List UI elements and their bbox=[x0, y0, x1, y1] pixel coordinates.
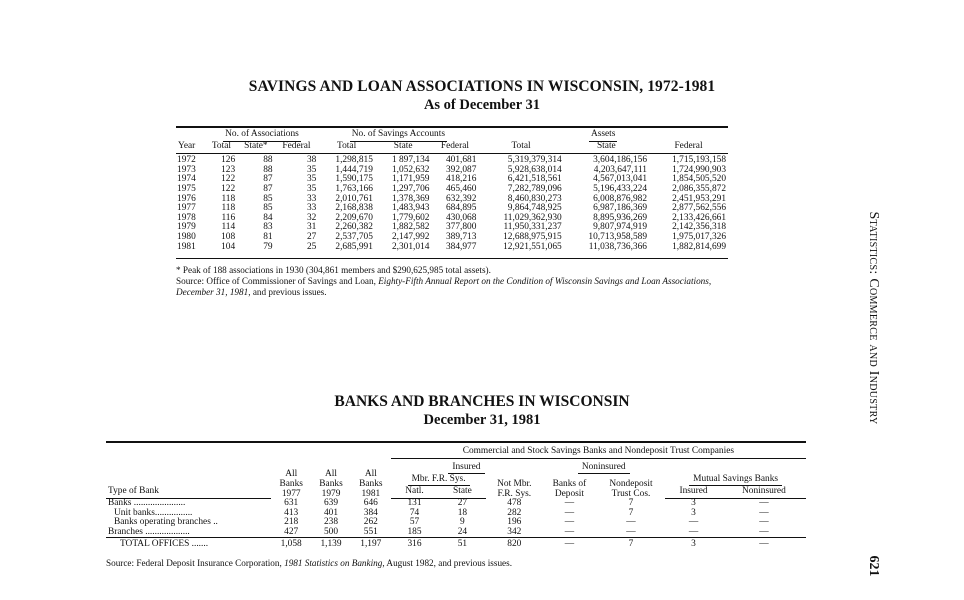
value-cell: 74 bbox=[409, 507, 420, 518]
value-cell: 551 bbox=[363, 526, 378, 537]
group-accounts: No. of Savings Accounts bbox=[350, 130, 447, 142]
value-cell: 9 bbox=[460, 517, 465, 528]
value-cell: 11,029,362,930 bbox=[503, 212, 562, 223]
value-cell: 2,010,761 bbox=[335, 193, 373, 204]
value-cell: 118 bbox=[221, 203, 236, 214]
value-cell: 384 bbox=[363, 507, 378, 518]
year-cell: 1981 bbox=[177, 241, 196, 252]
value-cell: 123 bbox=[221, 164, 236, 175]
banks-source-prefix: Source: Federal Deposit Insurance Corporation, bbox=[106, 558, 285, 568]
col-natl: Natl. bbox=[391, 486, 439, 499]
value-cell: 114 bbox=[221, 222, 236, 233]
year-cell: 1972 bbox=[177, 155, 196, 166]
value-cell: 2,086,355,872 bbox=[672, 183, 726, 194]
value-cell: 2,260,382 bbox=[335, 222, 373, 233]
value-cell: — bbox=[564, 526, 575, 537]
value-cell: 88 bbox=[263, 155, 273, 166]
sl-col-header: Total bbox=[206, 142, 238, 154]
value-cell: 10,713,958,589 bbox=[588, 231, 647, 242]
value-cell: 35 bbox=[306, 164, 317, 175]
value-cell: — bbox=[564, 507, 575, 518]
value-cell: 4,203,647,111 bbox=[593, 164, 647, 175]
value-cell: 33 bbox=[306, 203, 317, 214]
value-cell: 104 bbox=[221, 241, 236, 252]
value-cell: 84 bbox=[263, 212, 273, 223]
value-cell: 1,052,632 bbox=[391, 164, 430, 175]
value-cell: 377,800 bbox=[445, 222, 477, 233]
year-cell: 1973 bbox=[177, 164, 196, 175]
savings-loan-table bbox=[176, 130, 728, 252]
year-cell: 1977 bbox=[177, 203, 196, 214]
value-cell: 1,197 bbox=[351, 538, 391, 550]
sl-col-header: Federal bbox=[431, 142, 478, 154]
year-cell: 1979 bbox=[177, 222, 196, 233]
value-cell: 11,950,331,237 bbox=[503, 222, 562, 233]
value-cell: 2,685,991 bbox=[335, 241, 373, 252]
table-top-rule bbox=[176, 126, 728, 128]
source-title: Eighty-Fifth Annual Report on the Condition of Wisconsin Savings and Loan Associations, December 31, 1981 bbox=[176, 276, 712, 297]
value-cell: 4,567,013,041 bbox=[593, 174, 647, 185]
savings-loan-subtitle: As of December 31 bbox=[423, 97, 541, 113]
value-cell: 118 bbox=[221, 193, 236, 204]
sl-col-header: State bbox=[375, 142, 432, 154]
value-cell: 126 bbox=[221, 155, 236, 166]
value-cell: 1,058 bbox=[271, 538, 311, 550]
sl-col-header: State bbox=[564, 142, 649, 154]
value-cell: 1,298,815 bbox=[335, 155, 373, 166]
value-cell: 2,209,670 bbox=[335, 212, 373, 223]
value-cell: 8,460,830,273 bbox=[507, 193, 562, 204]
value-cell: 9,807,974,919 bbox=[593, 222, 647, 233]
banks-table bbox=[106, 446, 806, 550]
row-label: Banks operating branches .. bbox=[114, 517, 218, 528]
value-cell: 5,196,433,224 bbox=[593, 183, 647, 194]
value-cell: 1 897,134 bbox=[391, 155, 430, 166]
value-cell: 1,724,990,903 bbox=[672, 164, 726, 175]
sl-col-header: Federal bbox=[649, 142, 728, 154]
col-nondeposit: Nondeposit Trust Cos. bbox=[609, 478, 653, 499]
value-cell: 684,895 bbox=[445, 203, 477, 214]
value-cell: 6,008,876,982 bbox=[593, 193, 647, 204]
value-cell: 31 bbox=[306, 222, 317, 233]
value-cell: 401 bbox=[323, 507, 339, 518]
value-cell: 27 bbox=[306, 231, 317, 242]
value-cell: 6,421,518,561 bbox=[507, 174, 562, 185]
value-cell: 18 bbox=[457, 507, 468, 518]
year-cell: 1980 bbox=[177, 231, 196, 242]
value-cell: 1,854,505,520 bbox=[672, 174, 726, 185]
value-cell: 2,537,705 bbox=[335, 231, 373, 242]
running-head-text: Statistics: Commerce and Industry bbox=[866, 211, 881, 425]
table-row bbox=[176, 154, 728, 166]
banks-subtitle: December 31, 1981 bbox=[423, 412, 541, 428]
total-row bbox=[106, 538, 806, 550]
value-cell: 2,147,992 bbox=[391, 231, 430, 242]
col-mutual-noninsured: Noninsured bbox=[722, 486, 806, 499]
value-cell: — bbox=[759, 498, 769, 508]
value-cell: 646 bbox=[363, 497, 378, 508]
table-row bbox=[106, 528, 806, 538]
sl-col-header: Total bbox=[318, 142, 375, 154]
value-cell: 185 bbox=[407, 526, 422, 537]
value-cell: 25 bbox=[306, 241, 317, 252]
value-cell: 12,921,551,065 bbox=[503, 241, 562, 252]
value-cell: 218 bbox=[284, 517, 299, 528]
value-cell: 3 bbox=[691, 498, 696, 508]
value-cell: 87 bbox=[263, 183, 273, 194]
value-cell: 7 bbox=[628, 497, 634, 508]
value-cell: 430,068 bbox=[445, 212, 477, 223]
value-cell: — bbox=[722, 538, 806, 550]
row-label: TOTAL OFFICES ....... bbox=[106, 538, 271, 550]
value-cell: 384,977 bbox=[445, 241, 477, 252]
value-cell: 238 bbox=[323, 517, 339, 528]
value-cell: 1,590,175 bbox=[335, 174, 373, 185]
value-cell: 1,297,706 bbox=[391, 183, 430, 194]
col-banks-of-deposit: Banks of Deposit bbox=[552, 478, 587, 499]
col-type-of-bank: Type of Bank bbox=[106, 486, 271, 499]
value-cell: 2,133,426,661 bbox=[672, 212, 726, 223]
value-cell: — bbox=[759, 507, 769, 518]
value-cell: 2,142,356,318 bbox=[672, 222, 726, 233]
value-cell: 6,987,186,369 bbox=[593, 203, 647, 214]
value-cell: 116 bbox=[221, 212, 236, 223]
value-cell: 7,282,789,096 bbox=[507, 183, 562, 194]
value-cell: 5,928,638,014 bbox=[507, 164, 562, 175]
value-cell: 1,975,017,326 bbox=[672, 231, 726, 242]
value-cell: 88 bbox=[263, 164, 273, 175]
value-cell: 122 bbox=[221, 183, 236, 194]
value-cell: 3,604,186,156 bbox=[593, 155, 647, 166]
group-associations: No. of Associations bbox=[223, 130, 301, 142]
year-cell: 1978 bbox=[177, 212, 196, 223]
value-cell: 1,378,369 bbox=[391, 193, 430, 204]
value-cell: 401,681 bbox=[445, 155, 477, 166]
value-cell: 7 bbox=[628, 507, 634, 518]
banks-source-title: 1981 Statistics on Banking bbox=[284, 558, 383, 568]
value-cell: 27 bbox=[457, 498, 468, 508]
value-cell: 1,882,582 bbox=[391, 222, 430, 233]
banks-source-suffix: , August 1982, and previous issues. bbox=[382, 558, 512, 568]
value-cell: 3 bbox=[665, 538, 722, 550]
value-cell: 2,451,953,291 bbox=[672, 193, 726, 204]
source-prefix: Source: Office of Commissioner of Savings and Loan, bbox=[176, 276, 379, 286]
value-cell: 2,168,838 bbox=[335, 203, 373, 214]
table-row bbox=[176, 243, 728, 253]
savings-loan-title: SAVINGS AND LOAN ASSOCIATIONS IN WISCONSIN, 1972-1981 bbox=[248, 78, 716, 95]
value-cell: 639 bbox=[323, 497, 339, 508]
footnote: * Peak of 188 associations in 1930 (304,861 members and $290,625,985 total assets). bbox=[176, 265, 491, 275]
value-cell: — bbox=[688, 517, 699, 528]
value-cell: 11,038,736,366 bbox=[588, 241, 647, 252]
mutual-header: Mutual Savings Banks bbox=[689, 474, 782, 486]
col-not-mbr: Not Mbr. F.R. Sys. bbox=[497, 478, 532, 499]
value-cell: 122 bbox=[221, 174, 236, 185]
table-row bbox=[106, 518, 806, 528]
source-suffix: , and previous issues. bbox=[248, 286, 327, 297]
value-cell: 2,877,562,556 bbox=[672, 203, 726, 214]
value-cell: 1,139 bbox=[311, 538, 351, 550]
value-cell: 196 bbox=[507, 517, 522, 528]
value-cell: 81 bbox=[263, 231, 273, 242]
insured-header: Insured bbox=[448, 462, 484, 474]
value-cell: — bbox=[759, 517, 769, 528]
sl-col-header: Federal bbox=[275, 142, 319, 154]
value-cell: 316 bbox=[391, 538, 439, 550]
value-cell: 1,882,814,699 bbox=[672, 241, 726, 252]
value-cell: 820 bbox=[486, 538, 542, 550]
value-cell: 1,444,719 bbox=[335, 164, 373, 175]
banks-title: BANKS AND BRANCHES IN WISCONSIN bbox=[334, 393, 630, 410]
year-cell: 1975 bbox=[177, 183, 196, 194]
col-mutual-insured: Insured bbox=[665, 486, 722, 499]
sl-col-header: State* bbox=[237, 142, 274, 154]
value-cell: 392,087 bbox=[445, 164, 477, 175]
value-cell: 282 bbox=[507, 507, 522, 518]
value-cell: 85 bbox=[263, 193, 273, 204]
value-cell: 1,715,193,158 bbox=[672, 155, 726, 166]
value-cell: 32 bbox=[306, 212, 317, 223]
value-cell: 85 bbox=[263, 203, 273, 214]
value-cell: 131 bbox=[407, 498, 422, 508]
group-assets: Assets bbox=[589, 130, 617, 142]
banks-top-rule bbox=[106, 441, 806, 443]
row-label: Unit banks................ bbox=[114, 507, 193, 518]
col-all-1979: All Banks 1979 bbox=[319, 468, 343, 499]
row-label: Banks ...................... bbox=[108, 498, 186, 508]
value-cell: 87 bbox=[263, 174, 273, 185]
table-row bbox=[106, 499, 806, 509]
commercial-group-header: Commercial and Stock Savings Banks and Nondeposit Trust Companies bbox=[391, 446, 806, 459]
value-cell: — bbox=[542, 538, 597, 550]
value-cell: 1,171,959 bbox=[391, 174, 430, 185]
noninsured-header: Noninsured bbox=[578, 462, 630, 474]
mbr-fr-header: Mbr. F.R. Sys. bbox=[408, 474, 470, 486]
source-note bbox=[176, 276, 731, 297]
value-cell: 79 bbox=[263, 241, 273, 252]
sl-col-header: Year bbox=[176, 142, 206, 154]
value-cell: 9,864,748,925 bbox=[507, 203, 562, 214]
value-cell: 1,763,166 bbox=[335, 183, 373, 194]
value-cell: 24 bbox=[457, 526, 468, 537]
value-cell: 8,895,936,269 bbox=[593, 212, 647, 223]
value-cell: 57 bbox=[409, 517, 420, 528]
value-cell: — bbox=[626, 517, 636, 528]
row-label: Branches ................... bbox=[108, 526, 190, 537]
value-cell: — bbox=[564, 497, 575, 508]
value-cell: 12,688,975,915 bbox=[503, 231, 562, 242]
value-cell: 33 bbox=[306, 193, 317, 204]
value-cell: 5,319,379,314 bbox=[507, 155, 562, 166]
value-cell: 389,713 bbox=[445, 231, 477, 242]
value-cell: 632,392 bbox=[445, 193, 477, 204]
value-cell: 500 bbox=[323, 526, 339, 537]
value-cell: 631 bbox=[284, 497, 299, 508]
value-cell: 2,301,014 bbox=[391, 241, 430, 252]
value-cell: — bbox=[564, 517, 575, 528]
value-cell: 35 bbox=[306, 183, 317, 194]
value-cell: 51 bbox=[438, 538, 486, 550]
value-cell: 1,779,602 bbox=[391, 212, 430, 223]
table-bottom-rule bbox=[176, 258, 728, 259]
value-cell: 35 bbox=[306, 174, 317, 185]
value-cell: 1,483,943 bbox=[391, 203, 430, 214]
value-cell: 7 bbox=[597, 538, 666, 550]
col-all-1977: All Banks 1977 bbox=[279, 468, 303, 499]
value-cell: — bbox=[759, 526, 769, 537]
value-cell: 38 bbox=[306, 155, 317, 166]
year-cell: 1976 bbox=[177, 193, 196, 204]
value-cell: 108 bbox=[221, 231, 236, 242]
col-all-1981: All Banks 1981 bbox=[359, 468, 383, 499]
value-cell: 342 bbox=[507, 526, 522, 537]
sl-col-header: Total bbox=[478, 142, 563, 154]
value-cell: 427 bbox=[284, 526, 299, 537]
value-cell: 413 bbox=[284, 507, 299, 518]
banks-source-note bbox=[106, 558, 512, 568]
col-state: State bbox=[438, 486, 486, 499]
year-cell: 1974 bbox=[177, 174, 196, 185]
value-cell: 478 bbox=[507, 497, 522, 508]
value-cell: — bbox=[626, 526, 636, 537]
value-cell: 262 bbox=[363, 517, 378, 528]
value-cell: 3 bbox=[691, 507, 696, 518]
page-number-text: 621 bbox=[866, 555, 881, 577]
value-cell: 418,216 bbox=[445, 174, 477, 185]
value-cell: 83 bbox=[263, 222, 273, 233]
value-cell: 465,460 bbox=[445, 183, 477, 194]
value-cell: — bbox=[688, 526, 699, 537]
